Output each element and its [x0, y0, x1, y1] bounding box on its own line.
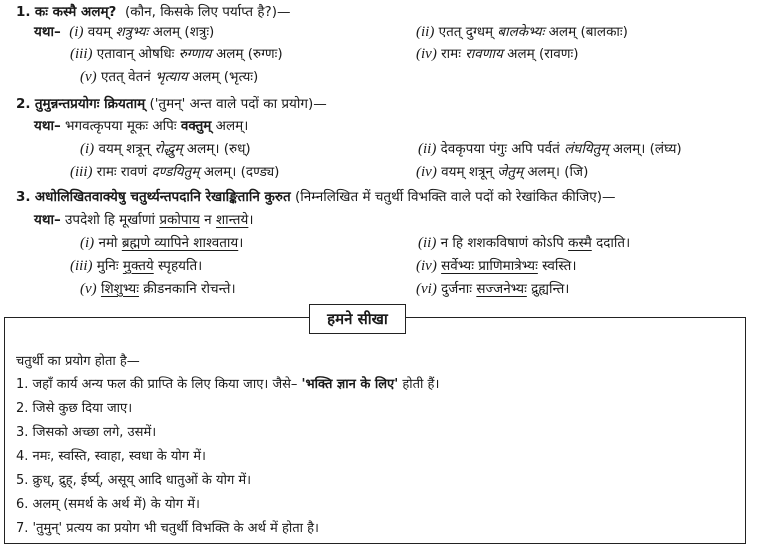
example-row: (i) वयम् शत्रून् रोद्धुम् अलम्। (रुध्) — [80, 141, 251, 157]
section-number: 2. — [16, 96, 31, 112]
learned-point: 6. अलम् (समर्थ के अर्थ में) के योग में। — [16, 497, 200, 512]
example-row: यथा– उपदेशो हि मूर्खाणां प्रकोपाय न शान्तये। — [34, 212, 254, 228]
divider — [404, 317, 745, 318]
section-number: 3. — [16, 189, 31, 205]
section-gloss: (कौन, किसके लिए पर्याप्त है?)— — [124, 4, 291, 20]
section-title: तुमुन्नन्तप्रयोगः क्रियताम् — [34, 96, 146, 112]
section-title: अधोलिखितवाक्येषु चतुर्थ्यन्तपदानि रेखाङ्कितानि कुरुत — [34, 189, 291, 205]
learned-point: 5. क्रुध्, द्रुह्, ईर्ष्य्, असूय् आदि धातुओं के योग में। — [16, 473, 252, 488]
example-row: (iv) वयम् शत्रून् जेतुम् अलम्। (जि) — [416, 164, 589, 180]
example-row: (i) नमो ब्रह्मणे व्यापिने शाश्वताय। — [80, 235, 244, 251]
learned-point: 3. जिसको अच्छा लगे, उसमें। — [16, 425, 157, 440]
section-number: 1. — [16, 4, 31, 20]
example-row: (iii) मुनिः मुक्तये स्पृहयति। — [70, 258, 203, 274]
yatha-label: यथा– — [34, 118, 61, 134]
example-row: (ii) देवकृपया पंगुः अपि पर्वतं लंघयितुम् अलम्। (लंघ्य) — [418, 141, 682, 157]
section-gloss: (निम्नलिखित में चतुर्थी विभक्ति वाले पदों को रेखांकित कीजिए)— — [294, 189, 616, 205]
yatha-label: यथा– — [34, 212, 61, 228]
section-1-heading — [16, 2, 291, 22]
learned-point: 2. जिसे कुछ दिया जाए। — [16, 401, 133, 416]
example-row: (iii) रामः रावणं दण्डयितुम् अलम्। (दण्ड्य) — [70, 164, 280, 180]
example-row: (ii) न हि शशकविषाणं कोऽपि कस्मै ददाति। — [418, 235, 631, 251]
learned-point: 1. जहाँ कार्य अन्य फल की प्राप्ति के लिए किया जाए। जैसे– 'भक्ति ज्ञान के लिए' होती हैं। — [16, 377, 440, 392]
learned-point: 4. नमः, स्वस्ति, स्वाहा, स्वधा के योग में। — [16, 449, 206, 464]
section-gloss: ('तुमन्' अन्त वाले पदों का प्रयोग)— — [149, 96, 327, 112]
learned-intro: चतुर्थी का प्रयोग होता है— — [16, 354, 140, 369]
example-row: (v) शिशुभ्यः क्रीडनकानि रोचन्ते। — [80, 281, 236, 297]
section-title: कः कस्मै अलम्? — [34, 4, 117, 20]
example-row: (ii) एतत् दुग्धम् बालकेभ्यः अलम् (बालकाः) — [416, 24, 628, 40]
divider — [4, 317, 309, 318]
example-row: (iii) एतावान् ओषधिः रुग्णाय अलम् (रुग्णः) — [70, 46, 283, 62]
section-3-heading — [16, 187, 615, 207]
example-row: यथा– भगवत्कृपया मूकः अपिः वक्तुम् अलम्। — [34, 118, 249, 134]
example-row: (v) एतत् वेतनं भृत्याय अलम् (भृत्यः) — [80, 69, 259, 85]
yatha-label: यथा– — [34, 24, 61, 40]
example-row: (iv) रामः रावणाय अलम् (रावणः) — [416, 46, 579, 62]
section-2-heading — [16, 94, 327, 114]
example-row: (vi) दुर्जनाः सज्जनेभ्यः द्रुह्यन्ति। — [416, 281, 570, 297]
learned-point: 7. 'तुमुन्' प्रत्यय का प्रयोग भी चतुर्थी विभक्ति के अर्थ में होता है। — [16, 521, 319, 536]
example-row: (iv) सर्वेभ्यः प्राणिमात्रेभ्यः स्वस्ति। — [416, 258, 577, 274]
example-row: यथा– (i) वयम् शत्रुभ्यः अलम् (शत्रुः) — [34, 24, 215, 40]
learned-box-title: हमने सीखा — [309, 304, 406, 334]
